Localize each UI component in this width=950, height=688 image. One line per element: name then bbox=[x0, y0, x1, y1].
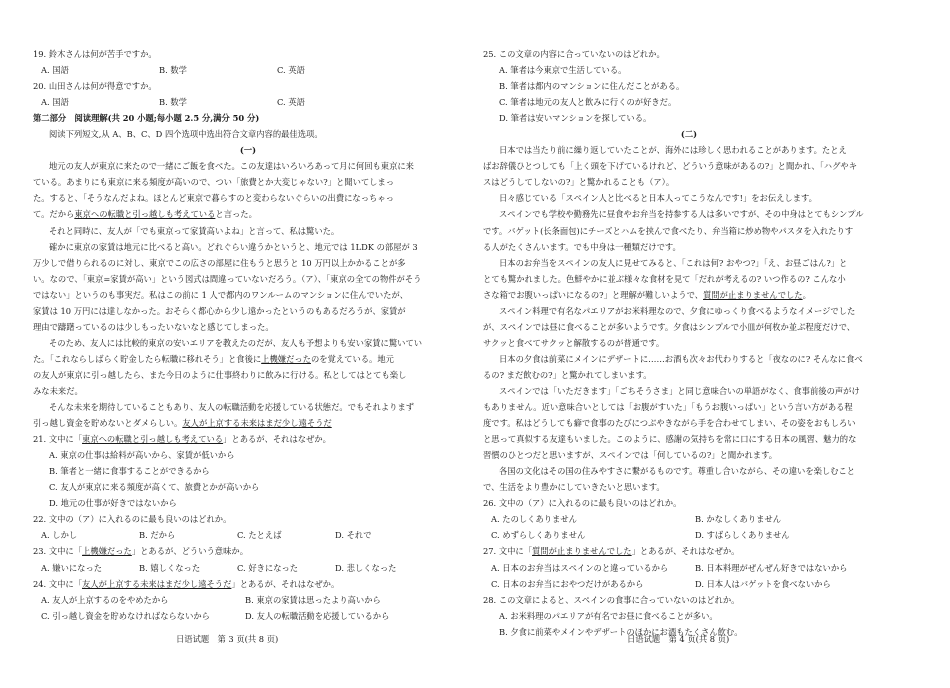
passage-line: もありません。近い意味合いとしては「お腹がすいた」「もうお腹いっぱい」という言い方がある程 bbox=[483, 402, 853, 413]
option-d: D. 悲しくなった bbox=[335, 562, 397, 573]
option-a: A. 国語 bbox=[41, 97, 69, 108]
option-b: B. だから bbox=[139, 530, 176, 541]
exam-page-4 bbox=[475, 0, 950, 688]
question-27: 27. 文中に「質問が止まりませんでした」とあるが、それはなぜか。 bbox=[483, 546, 740, 557]
question-23: 23. 文中に「上機嫌だった」とあるが、どういう意味か。 bbox=[33, 546, 248, 557]
option-b: B. 嬉しくなった bbox=[139, 562, 201, 573]
option-a: A. 友人が上京するのをやめたから bbox=[41, 594, 169, 605]
option-a: A. 東京の仕事は給料が高いから、家賃が低いから bbox=[49, 450, 235, 461]
passage-line: そんな未来を期待していることもあり、友人の転職活動を応援している状態だ。でもそれよりまず bbox=[49, 402, 415, 413]
option-a: A. 日本のお弁当はスペインのと違っているから bbox=[491, 562, 669, 573]
passage-line: みな未来だ。 bbox=[33, 385, 83, 396]
underline-3: 友人が上京する未来はまだ少し遠そうだ bbox=[182, 418, 332, 429]
option-d: D. それで bbox=[335, 530, 372, 541]
passage-line: た。「これならしばらく貯金したら転職に移れそう」と食後に上機嫌だったのを覚えている。地元 bbox=[33, 353, 394, 364]
question-20: 20. 山田さんは何が得意ですか。 bbox=[33, 81, 157, 92]
passage-line: そのため、友人には比較的東京の安いエリアを教えたのだが、友人も予想よりも安い家賃に驚いてい bbox=[49, 337, 423, 348]
option-b: B. 数学 bbox=[159, 65, 187, 76]
passage-line: の友人が東京に引っ越したら、また今日のように仕事終わりに飲みに行ける。私としてはとても楽し bbox=[33, 369, 407, 380]
underline-1: 質問が止まりませんでした bbox=[703, 289, 803, 300]
option-b: B. 日本料理がぜんぜん好きではないから bbox=[695, 562, 848, 573]
q24-options-cd bbox=[33, 608, 463, 624]
option-d: D. すばらしくありません bbox=[695, 530, 790, 541]
option-a: A. 嫌いになった bbox=[41, 562, 103, 573]
option-c: C. 英語 bbox=[277, 65, 305, 76]
q19-options bbox=[33, 62, 463, 78]
option-b: B. 東京の家賃は思ったより高いから bbox=[245, 594, 381, 605]
passage-line: と思って真似する友達もいました。このように、感謝の気持ちを常に口にする日本の風習、魅力的な bbox=[483, 434, 857, 445]
option-d: D. 地元の仕事が好きではないから bbox=[49, 498, 177, 509]
passage-line: それと同時に、友人が「でも東京って家賃高いよね」と言って、私は驚いた。 bbox=[49, 225, 340, 236]
passage-line: ている。あまりにも東京に来る頻度が高いので、つい「旅費とか大変じゃない?」と聞いてしまっ bbox=[33, 177, 395, 188]
passage-line: い。なので、「東京=家賃が高い」という図式は間違っていないだろう。（ア）、「東京の全ての物件がそう bbox=[33, 273, 422, 284]
option-c: C. たとえば bbox=[237, 530, 282, 541]
question-24: 24. 文中に「友人が上京する未来はまだ少し遠そうだ」とあるが、それはなぜか。 bbox=[33, 578, 340, 589]
page-footer: 日语试题 第 3 页(共 8 页) bbox=[176, 634, 279, 644]
question-28: 28. この文章によると、スペインの食事に合っていないのはどれか。 bbox=[483, 594, 740, 605]
option-a: A. お米料理のパエリアが有名でお昼に食べることが多い。 bbox=[499, 610, 718, 621]
q23-options bbox=[33, 560, 463, 576]
option-b: B. かなしくありません bbox=[695, 514, 782, 525]
option-c: C. 好きになった bbox=[237, 562, 299, 573]
option-b: B. 夕食に前菜やメインやデザートのほかにお酒もたくさん飲む。 bbox=[499, 626, 743, 637]
passage-line: ではない」というのも事実だ。私はこの前に 1 人で都内のワンルームのマンションに住んでいたが、 bbox=[33, 289, 409, 300]
passage-line: 各国の文化はその国の住みやすさに繋がるものです。尊重し合いながら、その違いを楽しむこと bbox=[499, 466, 856, 477]
option-d: D. 友人の転職活動を応援しているから bbox=[245, 610, 390, 621]
question-26: 26. 文中の（ア）に入れるのに最も良いのはどれか。 bbox=[483, 498, 682, 509]
passage-line: るの? まだ飲むの?」と驚かれてしまいます。 bbox=[483, 369, 652, 380]
passage-line: 日本のお弁当をスペインの友人に見せてみると、「これは何? おやつ?」「え、お昼ごはん?」と bbox=[499, 257, 848, 268]
question-22: 22. 文中の（ア）に入れるのに最も良いのはどれか。 bbox=[33, 514, 232, 525]
passage-line: 家賃は 10 万円には達しなかった。おそらく都心から少し遠かったというのもあるだろうが、家賃が bbox=[33, 305, 406, 316]
option-a: A. 国語 bbox=[41, 65, 69, 76]
passage-line: で、生活をより豊かにしていきたいと思います。 bbox=[483, 482, 665, 493]
q24-options-ab bbox=[33, 592, 463, 608]
option-c: C. 引っ越し資金を貯めなければならないから bbox=[41, 610, 210, 621]
passage-line: 万少しで借りられるのに対し、東京でこの広さの部屋に住もうと思うと 10 万円以上かかることが多 bbox=[33, 257, 406, 268]
passage-title: (一) bbox=[239, 145, 257, 156]
option-c: C. 日本のお弁当におやつだけがあるから bbox=[491, 578, 644, 589]
option-d: D. 筆者は安いマンションを探している。 bbox=[499, 113, 652, 124]
option-c: C. 英語 bbox=[277, 97, 305, 108]
question-21: 21. 文中に「東京への転職と引っ越しも考えている」とあるが、それはなぜか。 bbox=[33, 434, 331, 445]
underline-2: 上機嫌だった bbox=[261, 353, 311, 364]
question-19: 19. 鈴木さんは何が苦手ですか。 bbox=[33, 49, 157, 59]
q26-options-cd bbox=[483, 527, 895, 543]
section-instruction: 阅读下列短文,从 A、B、C、D 四个选项中选出符合文章内容的最佳选项。 bbox=[49, 129, 323, 140]
passage-line: さな箱でお腹いっぱいになるの?」と理解が難しいようで、質問が止まりませんでした。 bbox=[483, 289, 811, 300]
passage-line: が、スペインでは昼に食べることが多いようです。夕食はシンプルで小皿が何枚か並ぶ程度だけで、 bbox=[483, 321, 855, 332]
passage-line: 度です。私はどうしても癖で食事のたびにつぶやきながら手を合わせてしまい、その姿をおもしろい bbox=[483, 418, 856, 429]
q26-options-ab bbox=[483, 511, 895, 527]
passage-line: スペインでは「いただきます」「ごちそうさま」と同じ意味合いの単語がなく、食事前後の声がけ bbox=[499, 385, 860, 396]
passage-line: です。バゲット(长条面包)にチーズとハムを挟んで食べたり、弁当箱に炒め物やパスタを入れたりす bbox=[483, 225, 854, 236]
option-c: C. 友人が東京に来る頻度が高くて、旅費とかが高いから bbox=[49, 482, 260, 493]
underline-1: 東京への転職と引っ越しも考えている bbox=[74, 209, 216, 220]
passage-title: (二) bbox=[680, 129, 698, 140]
option-b: B. 数学 bbox=[159, 97, 187, 108]
passage-line: サクッと食べてサクッと解散するのが普通です。 bbox=[483, 337, 665, 348]
passage-line: ばお辞儀ひとつしても「上く頭を下げているけれど、どういう意味があるの?」と聞かれ、「ハグやキ bbox=[483, 161, 857, 172]
passage-line: スペイン料理で有名なパエリアがお米料理なので、夕食にゆっくり食べるようなイメージでした bbox=[499, 305, 856, 316]
passage-line: 日本の夕食は前菜にメインにデザートに……お酒も次々お代わりすると「夜なのに? そんなに食べ bbox=[499, 353, 863, 364]
passage-line: スペインでも学校や勤務先に昼食やお弁当を持参する人は多いですが、その中身はとてもシンプル bbox=[499, 209, 864, 220]
q20-options bbox=[33, 94, 463, 110]
passage-line: 理由で躊躇っているのは少しもったいないなと感じてしまった。 bbox=[33, 321, 274, 332]
page-footer: 日语试题 第 4 页(共 8 页) bbox=[627, 634, 730, 644]
passage-line: とても驚かれました。色鮮やかに並ぶ様々な食材を見て「だれが考えるの? いつ作るの? こんな小 bbox=[483, 273, 846, 284]
q27-options-ab bbox=[483, 560, 895, 576]
passage-line: 日本では当たり前に繰り返していたことが、海外には珍しく思われることがあります。たとえ bbox=[499, 145, 847, 156]
passage-line: スはどうしてしないの?」と驚かれることも（ア）。 bbox=[483, 177, 675, 188]
option-a: A. 筆者は今東京で生活している。 bbox=[499, 65, 627, 76]
q27-options-cd bbox=[483, 576, 895, 592]
option-b: B. 筆者は都内のマンションに住んだことがある。 bbox=[499, 81, 685, 92]
passage-line: た。すると、「そうなんだよね。ほとんど東京で暮らすのと変わらないぐらいの出費になっちゃっ bbox=[33, 193, 394, 204]
option-b: B. 筆者と一緒に食事することができるから bbox=[49, 466, 210, 477]
option-a: A. しかし bbox=[41, 530, 78, 541]
passage-line: 引っ越し資金を貯めないとダメらしい。友人が上京する未来はまだ少し遠そうだ bbox=[33, 418, 332, 429]
passage-line: 習慣のひとつだと思いますが、スペインでは「何しているの?」と聞かれます。 bbox=[483, 450, 778, 461]
passage-line: る人がたくさんいます。でも中身は一種類だけです。 bbox=[483, 241, 681, 252]
section-title: 第二部分 阅读理解(共 20 小题;每小题 2.5 分,满分 50 分) bbox=[33, 113, 260, 124]
option-c: C. 筆者は地元の友人と飲みに行くのが好きだ。 bbox=[499, 97, 677, 108]
option-d: D. 日本人はバゲットを食べないから bbox=[695, 578, 831, 589]
passage-line: 日々感じている「スペイン人と比べると日本人ってこうなんです!」をお伝えします。 bbox=[499, 193, 817, 204]
q22-options bbox=[33, 527, 463, 543]
passage-line: 確かに東京の家賃は地元に比べると高い。どれぐらい違うかというと、地元では 1LDK の部屋が 3 bbox=[49, 241, 418, 252]
option-a: A. たのしくありません bbox=[491, 514, 577, 525]
option-c: C. めずらしくありません bbox=[491, 530, 586, 541]
question-25: 25. この文章の内容に合っていないのはどれか。 bbox=[483, 49, 665, 59]
passage-line: 地元の友人が東京に来たので一緒にご飯を食べた。この友達はいろいろあって月に何回も東京に来 bbox=[49, 161, 414, 172]
passage-line: て。だから東京への転職と引っ越しも考えていると言った。 bbox=[33, 209, 257, 220]
